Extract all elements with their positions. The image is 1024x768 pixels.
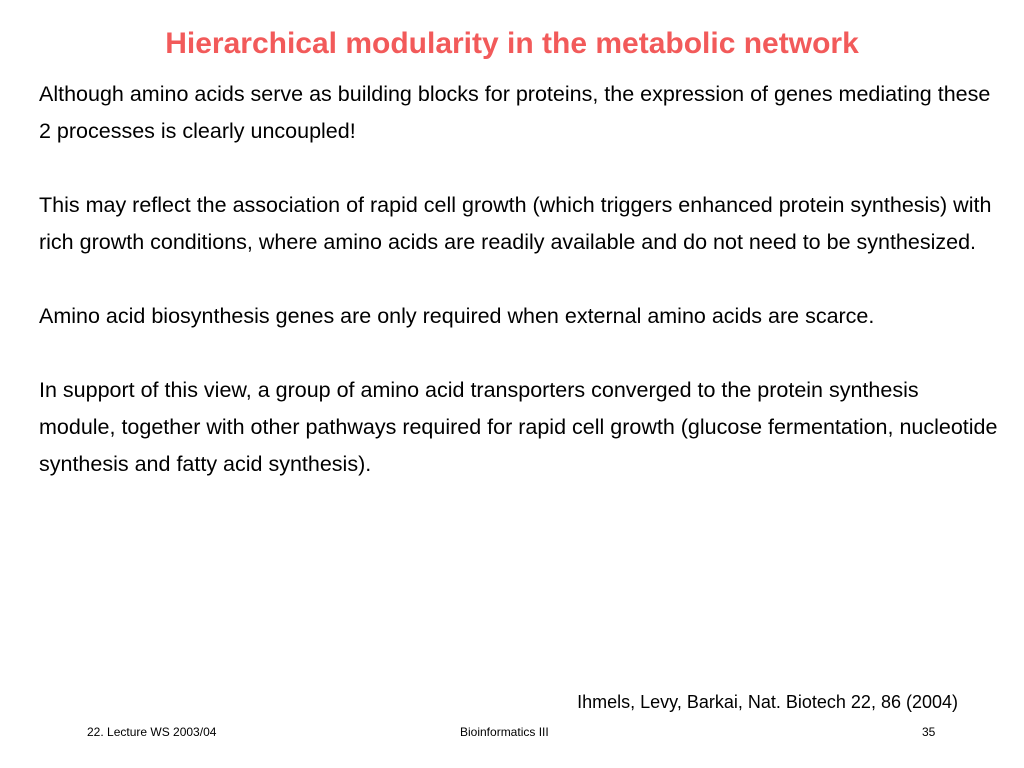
slide-body (39, 76, 999, 520)
citation: Ihmels, Levy, Barkai, Nat. Biotech 22, 86 (2004) (577, 692, 958, 712)
paragraph-biosynthesis-genes: Amino acid biosynthesis genes are only required when external amino acids are scarce. (39, 304, 875, 328)
paragraph-uncoupled-expression: Although amino acids serve as building blocks for proteins, the expression of genes mediating these 2 processes is clearly uncoupled! (39, 82, 991, 143)
footer-page-number: 35 (922, 725, 936, 739)
footer-lecture: 22. Lecture WS 2003/04 (87, 725, 217, 739)
paragraph-rapid-growth: This may reflect the association of rapid cell growth (which triggers enhanced protein synthesis) with rich growth conditions, where amino acids are readily available and do not need to be synthesized. (39, 193, 992, 254)
paragraph-transporters: In support of this view, a group of amino acid transporters converged to the protein synthesis module, together with other pathways required for rapid cell growth (glucose fermentation, nucleotide synthesis and fatty acid synthesis). (39, 378, 998, 476)
slide-title: Hierarchical modularity in the metabolic network (165, 27, 859, 60)
footer-course: Bioinformatics III (460, 725, 549, 739)
